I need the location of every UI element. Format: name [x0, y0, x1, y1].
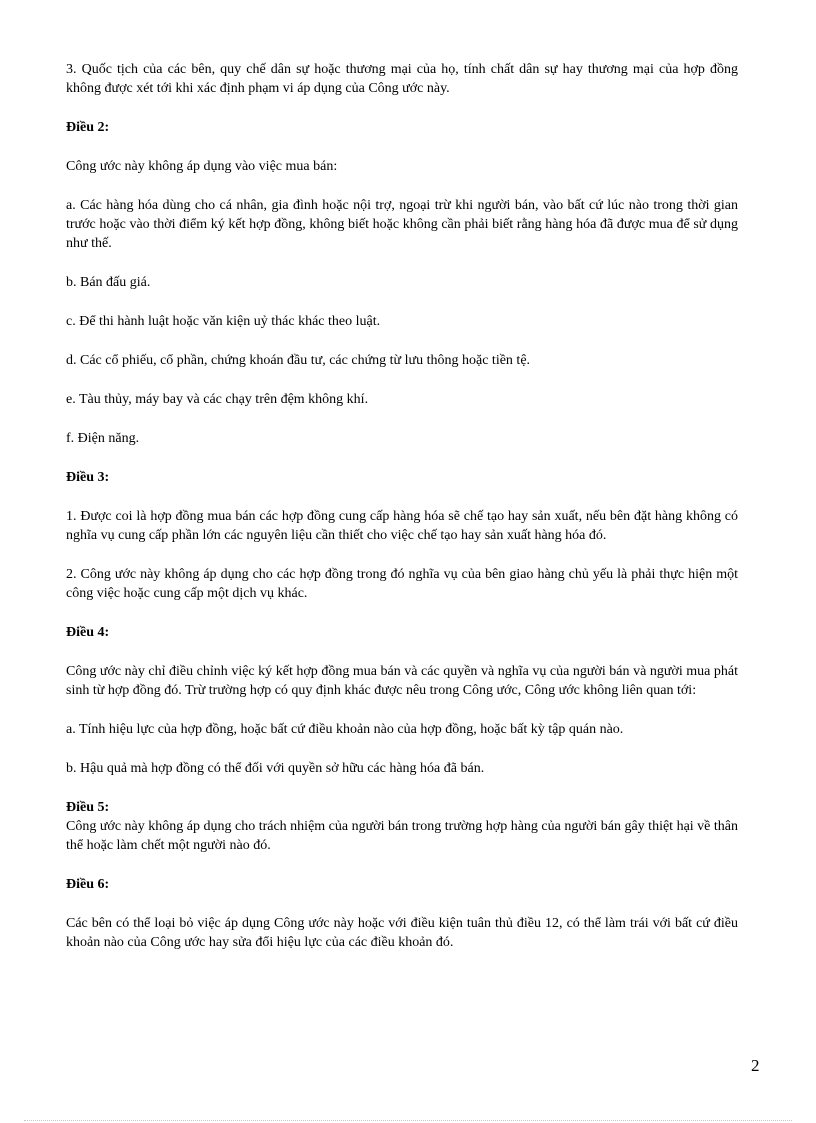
page-bottom-rule: [24, 1120, 792, 1121]
article-heading: Điều 2:: [66, 120, 110, 135]
paragraph: Công ước này không áp dụng cho trách nhiệm của người bán trong trường hợp hàng của người bán gây thiệt hại về thân thể hoặc làm chết một người nào đó.: [66, 819, 738, 853]
paragraph: 1. Được coi là hợp đồng mua bán các hợp đồng cung cấp hàng hóa sẽ chế tạo hay sản xuất, nếu bên đặt hàng không có nghĩa vụ cung cấp phần lớn các nguyên liệu cần thiết cho việc chế tạo hay sản xuất hàng hóa đó.: [66, 509, 738, 543]
list-item: f. Điện năng.: [66, 431, 140, 446]
article-heading: Điều 5:: [66, 800, 110, 815]
list-item: e. Tàu thủy, máy bay và các chạy trên đệm không khí.: [66, 392, 369, 407]
article-heading: Điều 4:: [66, 625, 110, 640]
article-heading: Điều 6:: [66, 877, 110, 892]
paragraph: Các bên có thể loại bỏ việc áp dụng Công ước này hoặc với điều kiện tuân thủ điều 12, có thể làm trái với bất cứ điều khoản nào của Công ước hay sửa đổi hiệu lực của các điều khoản đó.: [66, 916, 738, 950]
list-item: c. Để thi hành luật hoặc văn kiện uỷ thác khác theo luật.: [66, 314, 381, 329]
page-number: 2: [751, 1056, 760, 1075]
list-item: a. Các hàng hóa dùng cho cá nhân, gia đình hoặc nội trợ, ngoại trừ khi người bán, vào bất cứ lúc nào trong thời gian trước hoặc vào thời điểm ký kết hợp đồng, không biết hoặc không cần phải biết rằng hàng hóa đã được mua để sử dụng như thế.: [66, 198, 738, 251]
list-item: b. Hậu quả mà hợp đồng có thể đối với quyền sở hữu các hàng hóa đã bán.: [66, 761, 485, 776]
paragraph: 2. Công ước này không áp dụng cho các hợp đồng trong đó nghĩa vụ của bên giao hàng chủ yếu là phải thực hiện một công việc hoặc cung cấp một dịch vụ khác.: [66, 567, 738, 601]
paragraph: Công ước này không áp dụng vào việc mua bán:: [66, 159, 338, 174]
paragraph-article1-clause3: 3. Quốc tịch của các bên, quy chế dân sự hoặc thương mại của họ, tính chất dân sự hay thương mại của hợp đồng không được xét tới khi xác định phạm vi áp dụng của Công ước này.: [66, 62, 738, 96]
list-item: a. Tính hiệu lực của hợp đồng, hoặc bất cứ điều khoản nào của hợp đồng, hoặc bất kỳ tập quán nào.: [66, 722, 624, 737]
list-item: b. Bán đấu giá.: [66, 275, 151, 290]
paragraph: Công ước này chỉ điều chỉnh việc ký kết hợp đồng mua bán và các quyền và nghĩa vụ của người bán và người mua phát sinh từ hợp đồng đó. Trừ trường hợp có quy định khác được nêu trong Công ước, Công ước không liên quan tới:: [66, 664, 738, 698]
document-body: [66, 60, 738, 972]
list-item: d. Các cổ phiếu, cổ phần, chứng khoán đầu tư, các chứng từ lưu thông hoặc tiền tệ.: [66, 353, 531, 368]
article-heading: Điều 3:: [66, 470, 110, 485]
